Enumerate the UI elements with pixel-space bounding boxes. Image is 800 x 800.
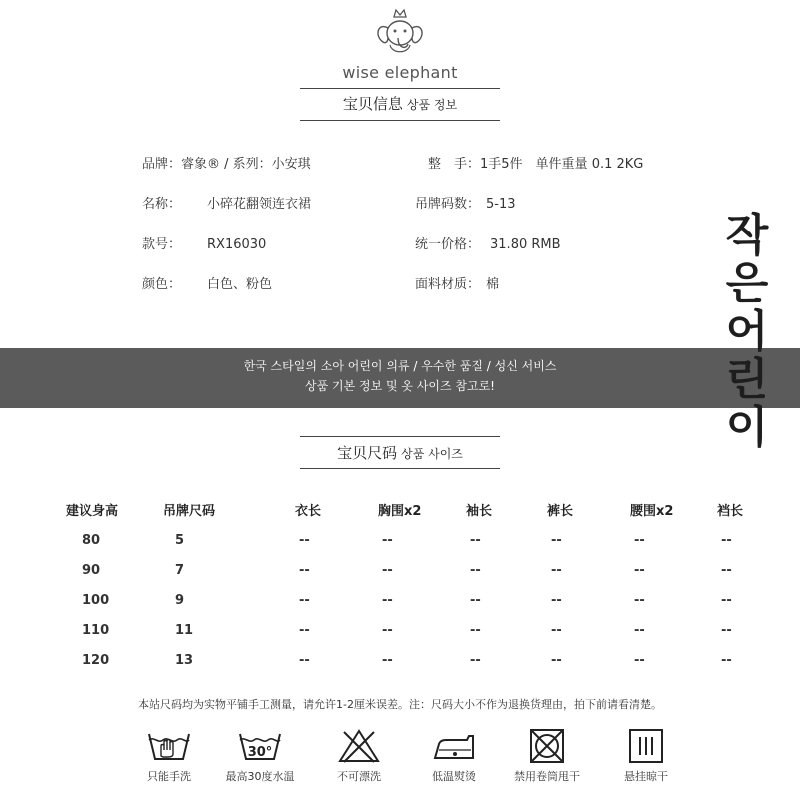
col-header: 裆长: [717, 503, 744, 519]
table-cell: --: [721, 532, 732, 548]
wash-30-icon: [237, 728, 283, 764]
table-cell: --: [382, 622, 393, 638]
care-item: 只能手洗: [134, 728, 204, 784]
hang-dry-icon: [623, 728, 669, 764]
hand-wash-icon: [146, 728, 192, 764]
table-row: [40, 555, 777, 585]
size-note: 本站尺码均为实物平铺手工测量，请允许1-2厘米误差。注：尺码大小不作为退换货理由，拍下前请看清楚。: [138, 698, 662, 711]
info-name: 名称： 小碎花翻领连衣裙: [142, 197, 312, 212]
table-cell: --: [382, 652, 393, 668]
col-header: 袖长: [466, 503, 493, 519]
info-section-title: 宝贝信息 상품 정보: [342, 95, 458, 113]
table-cell: --: [721, 622, 732, 638]
size-section-title: 宝贝尺码 상품 사이즈: [337, 444, 463, 462]
care-item: 禁用卷筒甩干: [512, 728, 582, 784]
care-item: 30° 最高30度水温: [225, 728, 295, 784]
divider: [300, 468, 500, 469]
table-cell: --: [551, 532, 562, 548]
info-material: 面料材质： 棉: [415, 277, 500, 292]
table-row: [40, 525, 777, 555]
table-cell: 9: [175, 592, 185, 608]
svg-text:30°: 30°: [247, 745, 273, 760]
care-item: 低温熨烫: [419, 728, 489, 784]
divider: [300, 88, 500, 89]
table-cell: --: [551, 562, 562, 578]
table-cell: 80: [82, 532, 101, 548]
table-header-row: [40, 497, 777, 525]
col-header: 裤长: [547, 503, 574, 519]
table-row: [40, 615, 777, 645]
table-cell: --: [551, 652, 562, 668]
table-cell: --: [721, 652, 732, 668]
calligraphy-char: 작: [725, 210, 769, 261]
table-cell: --: [299, 562, 310, 578]
table-cell: 13: [175, 652, 194, 668]
info-price: 统一价格： 31.80 RMB: [415, 237, 561, 252]
calligraphy-char: 이: [725, 402, 769, 453]
col-header: 建议身高: [66, 503, 119, 519]
col-header: 衣长: [295, 503, 322, 519]
no-bleach-icon: [336, 728, 382, 764]
calligraphy-char: 은: [725, 258, 769, 309]
table-cell: --: [299, 532, 310, 548]
info-tag-size: 吊牌码数： 5-13: [415, 197, 516, 212]
divider: [300, 436, 500, 437]
table-row: [40, 585, 777, 615]
col-header: 吊牌尺码: [163, 503, 216, 519]
table-cell: --: [470, 652, 481, 668]
korean-banner: [0, 348, 800, 408]
table-cell: --: [382, 592, 393, 608]
table-cell: --: [551, 622, 562, 638]
info-color: 颜色： 白色、粉色: [142, 277, 273, 292]
table-cell: --: [634, 562, 645, 578]
calligraphy-char: 어: [725, 306, 769, 357]
table-cell: 5: [175, 532, 185, 548]
table-cell: --: [551, 592, 562, 608]
elephant-logo-icon: [370, 8, 430, 60]
calligraphy-text: [712, 212, 782, 452]
table-cell: 11: [175, 622, 194, 638]
table-cell: 120: [82, 652, 110, 668]
table-cell: --: [634, 592, 645, 608]
no-tumble-dry-icon: [524, 728, 570, 764]
col-header: 胸围x2: [378, 503, 422, 519]
banner-line-1: 한국 스타일의 소아 어린이 의류 / 우수한 품질 / 성신 서비스: [243, 359, 557, 373]
table-cell: --: [634, 622, 645, 638]
table-cell: 7: [175, 562, 185, 578]
table-cell: --: [382, 532, 393, 548]
table-cell: --: [634, 532, 645, 548]
table-row: [40, 645, 777, 675]
table-cell: 90: [82, 562, 101, 578]
brand-name: wise elephant: [342, 63, 458, 82]
info-style-no: 款号： RX16030: [142, 237, 267, 252]
col-header: 腰围x2: [630, 503, 674, 519]
calligraphy-char: 린: [725, 354, 769, 405]
table-cell: --: [470, 622, 481, 638]
size-table: [40, 497, 777, 675]
info-pack: 整 手：1手5件 单件重量 0.1 2KG: [428, 157, 644, 172]
table-cell: --: [470, 592, 481, 608]
table-cell: --: [470, 532, 481, 548]
table-cell: --: [470, 562, 481, 578]
table-cell: --: [299, 622, 310, 638]
table-cell: --: [721, 592, 732, 608]
table-cell: --: [382, 562, 393, 578]
table-cell: --: [299, 652, 310, 668]
table-cell: --: [634, 652, 645, 668]
care-item: 悬挂晾干: [611, 728, 681, 784]
table-cell: 110: [82, 622, 110, 638]
table-cell: 100: [82, 592, 110, 608]
table-cell: --: [299, 592, 310, 608]
divider: [300, 120, 500, 121]
table-cell: --: [721, 562, 732, 578]
care-item: 不可漂洗: [324, 728, 394, 784]
banner-line-2: 상품 기본 정보 및 옷 사이즈 참고로!: [305, 379, 495, 393]
info-brand: 品牌：睿象® / 系列：小安琪: [142, 157, 311, 172]
low-iron-icon: [431, 728, 477, 764]
